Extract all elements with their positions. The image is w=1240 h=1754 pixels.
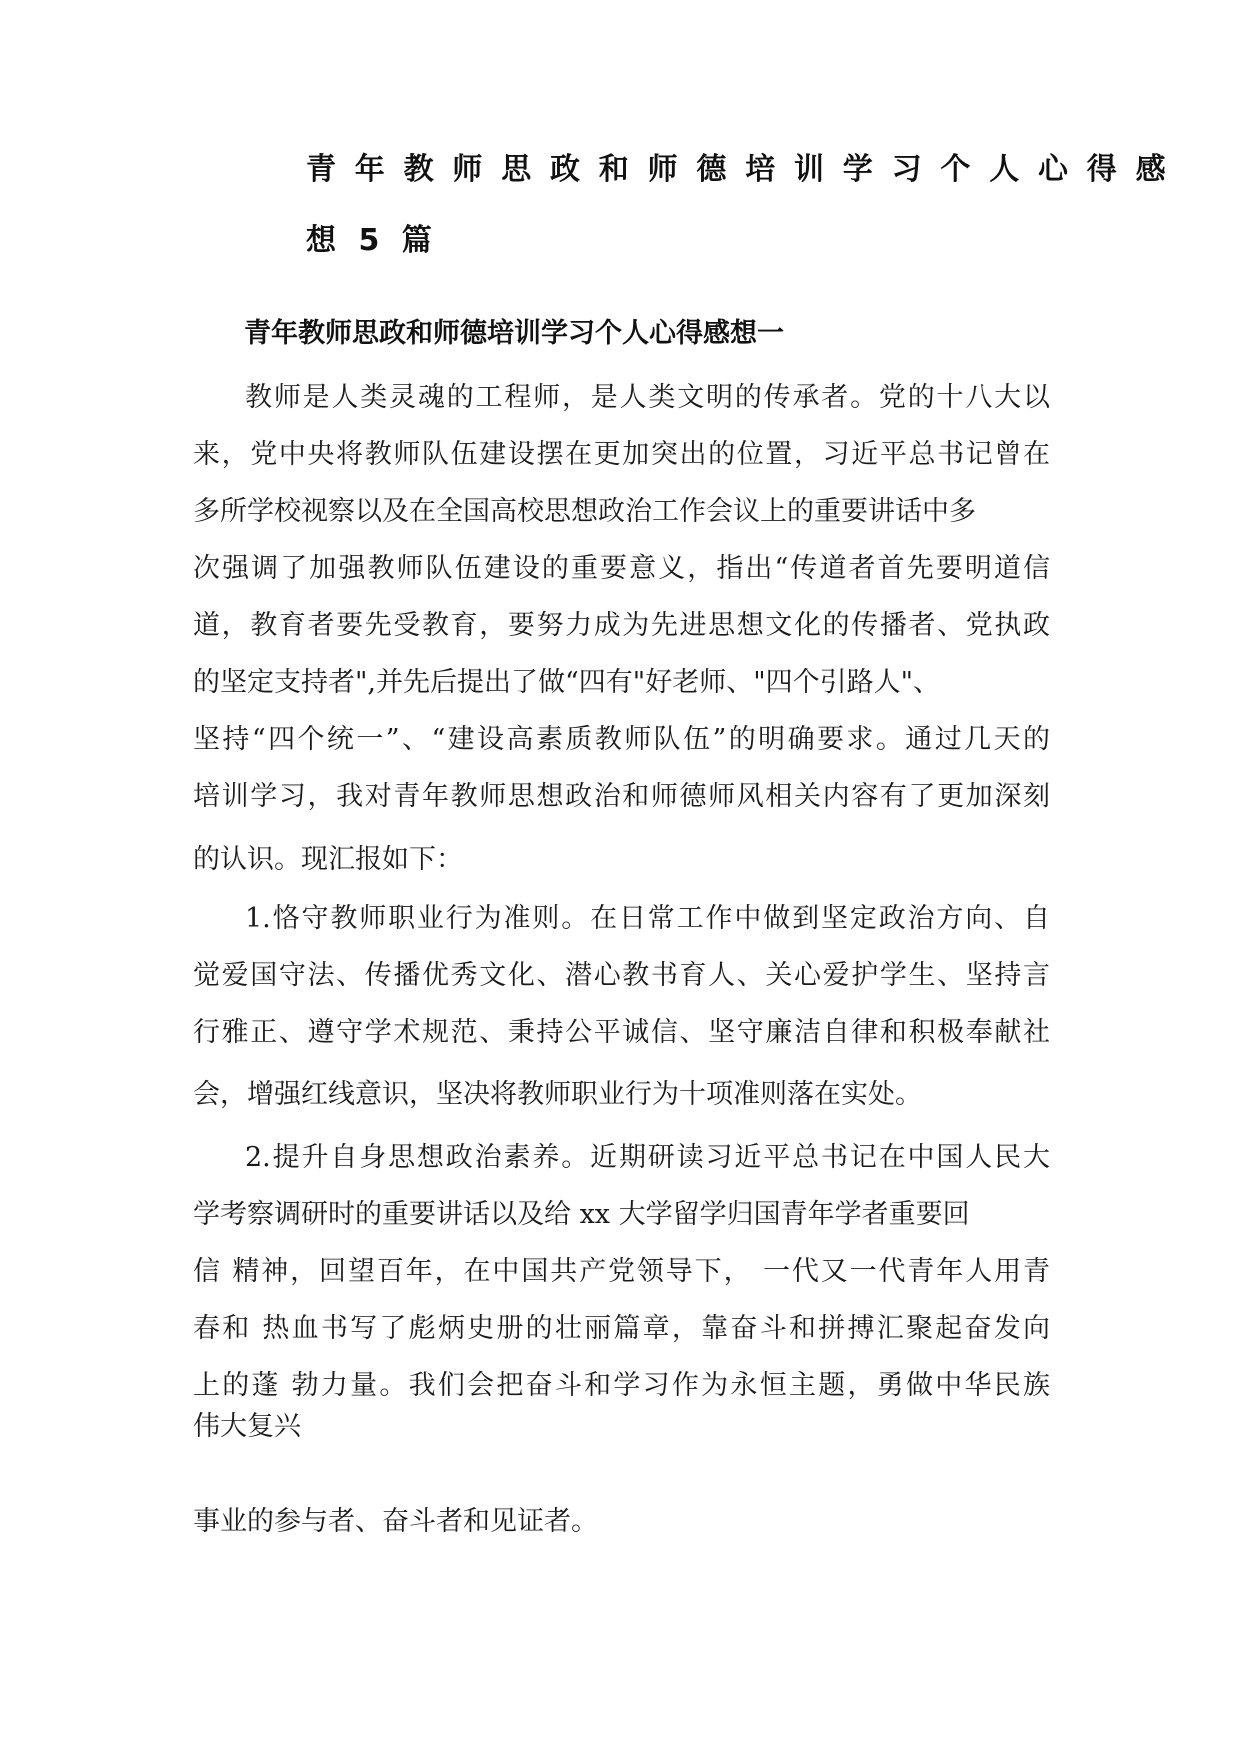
paragraph-line: 道，教育者要先受教育，要努力成为先进思想文化的传播者、党执政 — [193, 610, 1050, 641]
paragraph-line: 次强调了加强教师队伍建设的重要意义，指出“传道者首先要明道信 — [193, 553, 1050, 584]
paragraph-line: 来，党中央将教师队伍建设摆在更加突出的位置，习近平总书记曾在 — [193, 439, 1050, 470]
paragraph-line: 行雅正、遵守学术规范、秉持公平诚信、坚守廉洁自律和积极奉献社 — [193, 1017, 1050, 1048]
paragraph-line: 事业的参与者、奋斗者和见证者。 — [193, 1506, 598, 1537]
document-title-line-1: 青年教师思政和师德培训学习个人心得感 — [306, 152, 1185, 187]
paragraph-line: 多所学校视察以及在全国高校思想政治工作会议上的重要讲话中多 — [193, 496, 976, 527]
paragraph-line: 培训学习，我对青年教师思想政治和师德师风相关内容有了更加深刻 — [193, 781, 1050, 812]
paragraph-line: 教师是人类灵魂的工程师，是人类文明的传承者。党的十八大以 — [245, 382, 1050, 413]
section-heading: 青年教师思政和师德培训学习个人心得感想一 — [244, 318, 784, 349]
document-title-line-2: 想 5 篇 — [306, 223, 438, 258]
paragraph-line: 信 精神，回望百年，在中国共产党领导下， 一代又一代青年人用青 — [193, 1256, 1050, 1287]
paragraph-line: 1.恪守教师职业行为准则。在日常工作中做到坚定政治方向、自 — [245, 903, 1050, 934]
paragraph-line: 上的蓬 勃力量。我们会把奋斗和学习作为永恒主题，勇做中华民族 — [193, 1370, 1050, 1401]
paragraph-line: 会，增强红线意识，坚决将教师职业行为十项准则落在实处。 — [193, 1079, 922, 1110]
paragraph-line: 坚持“四个统一”、“建设高素质教师队伍”的明确要求。通过几天的 — [193, 724, 1050, 755]
paragraph-line: 觉爱国守法、传播优秀文化、潜心教书育人、关心爱护学生、坚持言 — [193, 960, 1050, 991]
paragraph-line: 伟大复兴 — [193, 1411, 301, 1442]
paragraph-line: 学考察调研时的重要讲话以及给 xx 大学留学归国青年学者重要回 — [193, 1199, 970, 1230]
paragraph-line: 2.提升自身思想政治素养。近期研读习近平总书记在中国人民大 — [245, 1142, 1050, 1173]
paragraph-line: 春和 热血书写了彪炳史册的壮丽篇章，靠奋斗和拼搏汇聚起奋发向 — [193, 1313, 1050, 1344]
paragraph-line: 的坚定支持者",并先后提出了做“四有"好老师、"四个引路人"、 — [193, 667, 941, 698]
paragraph-line: 的认识。现汇报如下： — [193, 844, 463, 875]
